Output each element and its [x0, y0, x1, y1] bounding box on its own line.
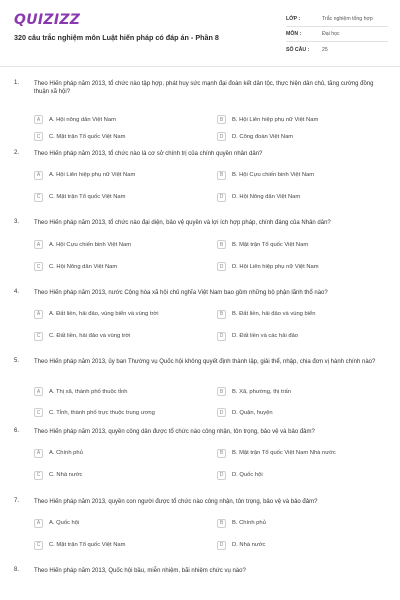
page-title: 320 câu trắc nghiệm môn Luật hiến pháp có đáp án - Phần 8: [14, 33, 219, 42]
option-b[interactable]: [217, 309, 315, 320]
option-text: D. Công đoàn Việt Nam: [232, 133, 294, 140]
question-number: 4.: [14, 288, 20, 295]
option-b[interactable]: [217, 114, 318, 125]
option-letter-box: D: [217, 408, 226, 417]
option-text: B. Xã, phường, thị trấn: [232, 388, 291, 395]
option-text: A. Hội Cựu chiến binh Việt Nam: [49, 241, 132, 248]
option-a[interactable]: [34, 170, 135, 181]
question-text: Theo Hiến pháp năm 2013, tổ chức nào tập hợp, phát huy sức mạnh đại đoàn kết dân tộc, thực hiện dân chủ, tăng cường đồng thuận xã hội?: [34, 81, 374, 96]
option-a[interactable]: [34, 448, 83, 459]
option-d[interactable]: [217, 192, 300, 203]
option-letter-box: A: [34, 519, 43, 528]
option-text: A. Hội Liên hiệp phụ nữ Việt Nam: [49, 172, 136, 179]
meta-row-class: [286, 12, 388, 27]
option-letter-box: B: [217, 449, 226, 458]
option-d[interactable]: [217, 470, 263, 481]
option-text: C. Mặt trận Tổ quốc Việt Nam: [49, 133, 126, 140]
option-a[interactable]: [34, 386, 128, 397]
question-text: Theo Hiến pháp năm 2013, tổ chức nào là cơ sở chính trị của chính quyền nhân dân?: [34, 150, 263, 157]
header-divider: [0, 66, 400, 67]
option-text: B. Mặt trận Tổ quốc Việt Nam Nhà nước: [232, 450, 336, 457]
meta-value: Đại học: [322, 31, 340, 37]
option-b[interactable]: [217, 518, 266, 529]
option-c[interactable]: [34, 131, 125, 142]
meta-value: Trắc nghiệm tổng hợp: [322, 16, 373, 22]
option-d[interactable]: [217, 131, 293, 142]
option-c[interactable]: [34, 470, 82, 481]
option-c[interactable]: [34, 331, 130, 342]
option-b[interactable]: [217, 448, 336, 459]
option-letter-box: A: [34, 387, 43, 396]
option-letter-box: C: [34, 132, 43, 141]
option-letter-box: B: [217, 387, 226, 396]
option-b[interactable]: [217, 239, 308, 250]
question-item: [0, 496, 400, 566]
option-letter-box: C: [34, 193, 43, 202]
option-c[interactable]: [34, 261, 117, 272]
question-text: Theo Hiến pháp năm 2013, ủy ban Thường vụ Quốc hội không quyết định thành lập, giải thể, nhập, chia đơn vị hành chính nào?: [34, 359, 376, 366]
option-letter-box: D: [217, 193, 226, 202]
question-number: 5.: [14, 358, 20, 365]
question-list: [0, 78, 400, 585]
option-text: B. Hội Liên hiệp phụ nữ Việt Nam: [232, 116, 319, 123]
meta-value: 25: [322, 46, 328, 53]
option-text: A. Hội nông dân Việt Nam: [49, 116, 116, 123]
question-number: 1.: [14, 80, 20, 86]
option-text: A. Thị xã, thành phố thuộc tỉnh: [49, 388, 128, 395]
question-number: 8.: [14, 567, 20, 574]
option-letter-box: D: [217, 132, 226, 141]
option-letter-box: C: [34, 408, 43, 417]
question-text: Theo Hiến pháp năm 2013, quyền công dân được tổ chức nào công nhận, tôn trọng, bảo vệ và bảo đảm?: [34, 428, 315, 435]
option-text: D. Hội Liên hiệp phụ nữ Việt Nam: [232, 263, 319, 270]
meta-label: LỚP :: [286, 16, 301, 22]
question-text: Theo Hiến pháp năm 2013, Quốc hội bầu, miễn nhiệm, bãi nhiệm chức vụ nào?: [34, 568, 246, 575]
option-letter-box: C: [34, 471, 43, 480]
option-letter-box: C: [34, 262, 43, 271]
option-letter-box: C: [34, 541, 43, 550]
option-letter-box: B: [217, 115, 226, 124]
meta-table: [286, 12, 388, 57]
question-item: [0, 287, 400, 357]
option-a[interactable]: [34, 309, 159, 320]
question-number: 3.: [14, 219, 20, 226]
option-text: D. Quận, huyện: [232, 409, 273, 416]
option-letter-box: D: [217, 332, 226, 341]
option-text: C. Hội Nông dân Việt Nam: [49, 263, 118, 270]
question-item: [0, 78, 400, 148]
option-d[interactable]: [217, 331, 298, 342]
option-text: B. Hội Cựu chiến binh Việt Nam: [232, 172, 315, 179]
option-text: D. Đất liền và các hải đảo: [232, 333, 299, 340]
option-text: A. Chính phủ: [49, 450, 83, 457]
option-letter-box: D: [217, 541, 226, 550]
option-letter-box: C: [34, 332, 43, 341]
option-text: D. Quốc hội: [232, 472, 263, 479]
option-letter-box: A: [34, 240, 43, 249]
question-item: [0, 148, 400, 218]
option-letter-box: A: [34, 115, 43, 124]
option-letter-box: D: [217, 471, 226, 480]
option-b[interactable]: [217, 170, 314, 181]
option-text: C. Mặt trận Tổ quốc Việt Nam: [49, 542, 126, 549]
option-letter-box: A: [34, 171, 43, 180]
option-text: A. Quốc hội: [49, 520, 80, 527]
question-number: 6.: [14, 427, 20, 434]
option-letter-box: A: [34, 310, 43, 319]
question-text: Theo Hiến pháp năm 2013, nước Cộng hòa xã hội chủ nghĩa Việt Nam bao gồm những bộ phận lãnh thổ nào?: [34, 289, 328, 296]
question-item: [0, 565, 400, 585]
option-text: B. Chính phủ: [232, 520, 266, 527]
option-a[interactable]: [34, 518, 79, 529]
option-a[interactable]: [34, 114, 116, 125]
option-c[interactable]: [34, 407, 155, 418]
question-item: [0, 356, 400, 426]
question-text: Theo Hiến pháp năm 2013, quyền con người được tổ chức nào công nhận, tôn trọng, bảo vệ và bảo đảm?: [34, 498, 318, 505]
option-text: B. Mặt trận Tổ quốc Việt Nam: [232, 241, 309, 248]
meta-label: SỐ CÂU :: [286, 46, 310, 53]
meta-row-count: [286, 42, 388, 57]
option-text: C. Nhà nước: [49, 472, 83, 479]
option-a[interactable]: [34, 239, 131, 250]
option-text: C. Đất liền, hải đảo và vùng trời: [49, 333, 131, 340]
question-number: 7.: [14, 497, 20, 504]
option-c[interactable]: [34, 540, 125, 551]
question-number: 2.: [14, 149, 20, 156]
option-d[interactable]: [217, 540, 265, 551]
option-letter-box: B: [217, 240, 226, 249]
option-text: C. Mặt trận Tổ quốc Việt Nam: [49, 194, 126, 201]
option-d[interactable]: [217, 407, 273, 418]
question-text: Theo Hiến pháp năm 2013, tổ chức nào đại diện, bảo vệ quyền và lợi ích hợp pháp, chính đáng của Nhân dân?: [34, 220, 331, 227]
option-letter-box: D: [217, 262, 226, 271]
question-item: [0, 426, 400, 496]
option-text: D. Nhà nước: [232, 542, 266, 549]
option-b[interactable]: [217, 386, 291, 397]
option-letter-box: B: [217, 310, 226, 319]
option-text: C. Tỉnh, thành phố trực thuộc trung ương: [49, 409, 155, 416]
option-d[interactable]: [217, 261, 319, 272]
option-text: D. Hội Nông dân Việt Nam: [232, 194, 301, 201]
question-item: [0, 217, 400, 287]
worksheet-header: [0, 0, 400, 64]
meta-row-subject: [286, 27, 388, 42]
meta-label: MÔN :: [286, 31, 302, 37]
option-text: A. Đất liền, hải đảo, vùng biển và vùng trời: [49, 311, 159, 318]
option-text: B. Đất liền, hải đảo và vùng biển: [232, 311, 316, 318]
option-c[interactable]: [34, 192, 125, 203]
option-letter-box: B: [217, 171, 226, 180]
quizizz-logo: QUIZIZZ: [14, 12, 81, 28]
option-letter-box: B: [217, 519, 226, 528]
option-letter-box: A: [34, 449, 43, 458]
